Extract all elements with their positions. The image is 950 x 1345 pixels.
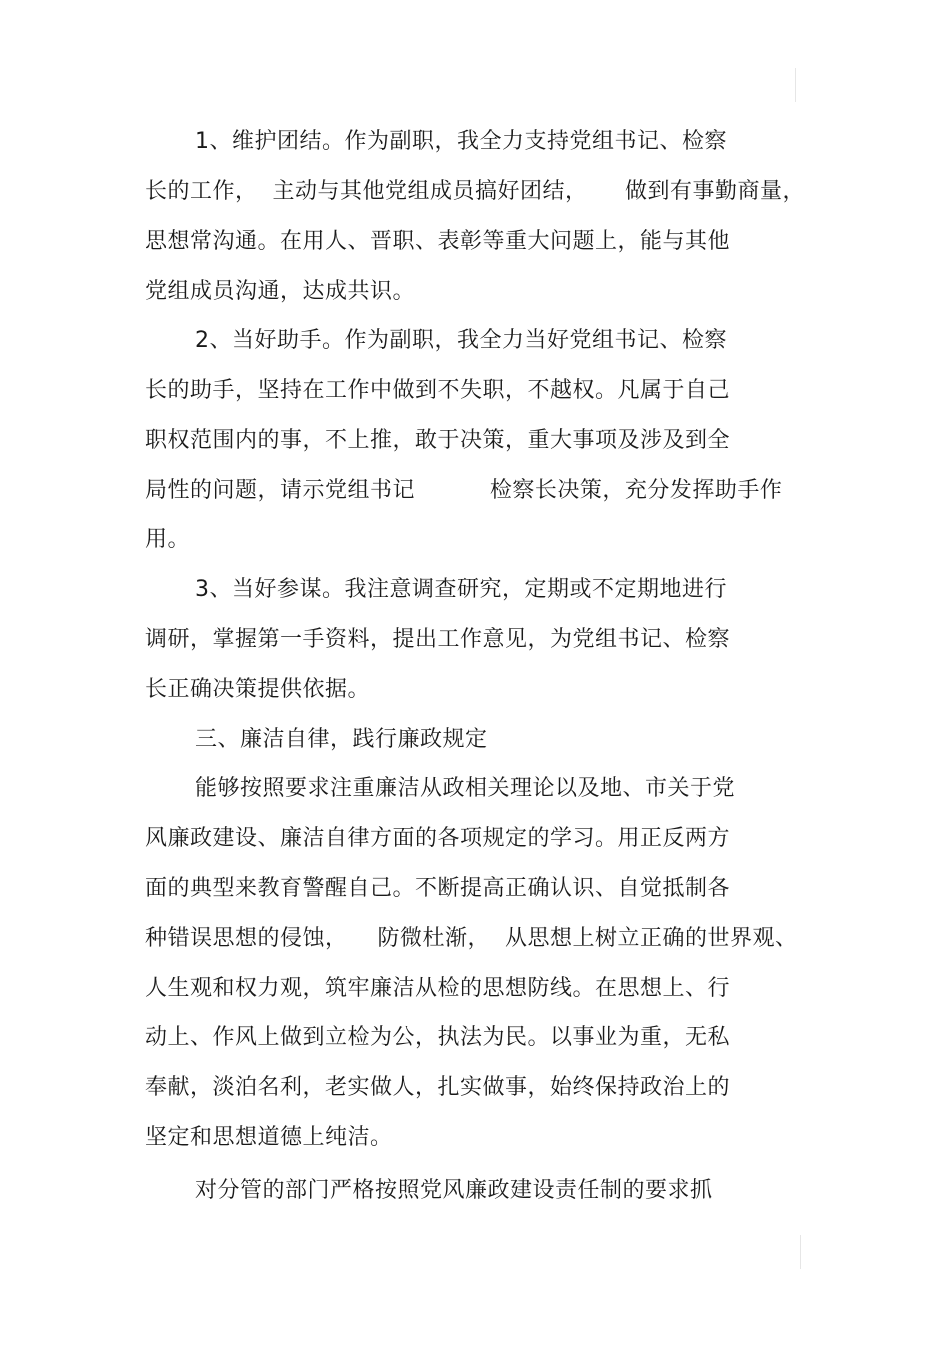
paragraph-line: 局性的问题，请示党组书记 检察长决策，充分发挥助手作 [145, 478, 783, 503]
paragraph-line: 人生观和权力观，筑牢廉洁从检的思想防线。在思想上、行 [145, 976, 731, 1001]
paragraph-line: 面的典型来教育警醒自己。不断提高正确认识、自觉抵制各 [145, 876, 731, 901]
paragraph-line: 思想常沟通。在用人、晋职、表彰等重大问题上，能与其他 [145, 229, 731, 254]
page-edge-mark-top [795, 68, 796, 102]
page-edge-mark-bottom [800, 1235, 801, 1269]
paragraph-line: 坚定和思想道德上纯洁。 [145, 1125, 393, 1150]
paragraph-line: 3、当好参谋。我注意调查研究，定期或不定期地进行 [195, 577, 727, 602]
paragraph-line: 长的助手，坚持在工作中做到不失职，不越权。凡属于自己 [145, 378, 731, 403]
paragraph-line: 职权范围内的事，不上推，敢于决策，重大事项及涉及到全 [145, 428, 731, 453]
paragraph-line: 对分管的部门严格按照党风廉政建设责任制的要求抓 [195, 1178, 713, 1203]
paragraph-line: 2、当好助手。作为副职，我全力当好党组书记、检察 [195, 328, 727, 353]
paragraph-line: 党组成员沟通，达成共识。 [145, 279, 416, 304]
paragraph-line: 长的工作， 主动与其他党组成员搞好团结， 做到有事勤商量， [145, 179, 805, 204]
paragraph-line: 动上、作风上做到立检为公，执法为民。以事业为重，无私 [145, 1025, 731, 1050]
paragraph-line: 用。 [145, 527, 191, 552]
paragraph-line: 长正确决策提供依据。 [145, 677, 371, 702]
paragraph-line: 奉献，淡泊名利，老实做人，扎实做事，始终保持政治上的 [145, 1075, 731, 1100]
paragraph-line: 能够按照要求注重廉洁从政相关理论以及地、市关于党 [195, 776, 736, 801]
paragraph-line: 调研，掌握第一手资料，提出工作意见，为党组书记、检察 [145, 627, 731, 652]
paragraph-line: 1、维护团结。作为副职，我全力支持党组书记、检察 [195, 129, 727, 154]
section-heading: 三、廉洁自律，践行廉政规定 [195, 727, 488, 752]
paragraph-line: 种错误思想的侵蚀， 防微杜渐， 从思想上树立正确的世界观、 [145, 926, 798, 951]
paragraph-line: 风廉政建设、廉洁自律方面的各项规定的学习。用正反两方 [145, 826, 731, 851]
